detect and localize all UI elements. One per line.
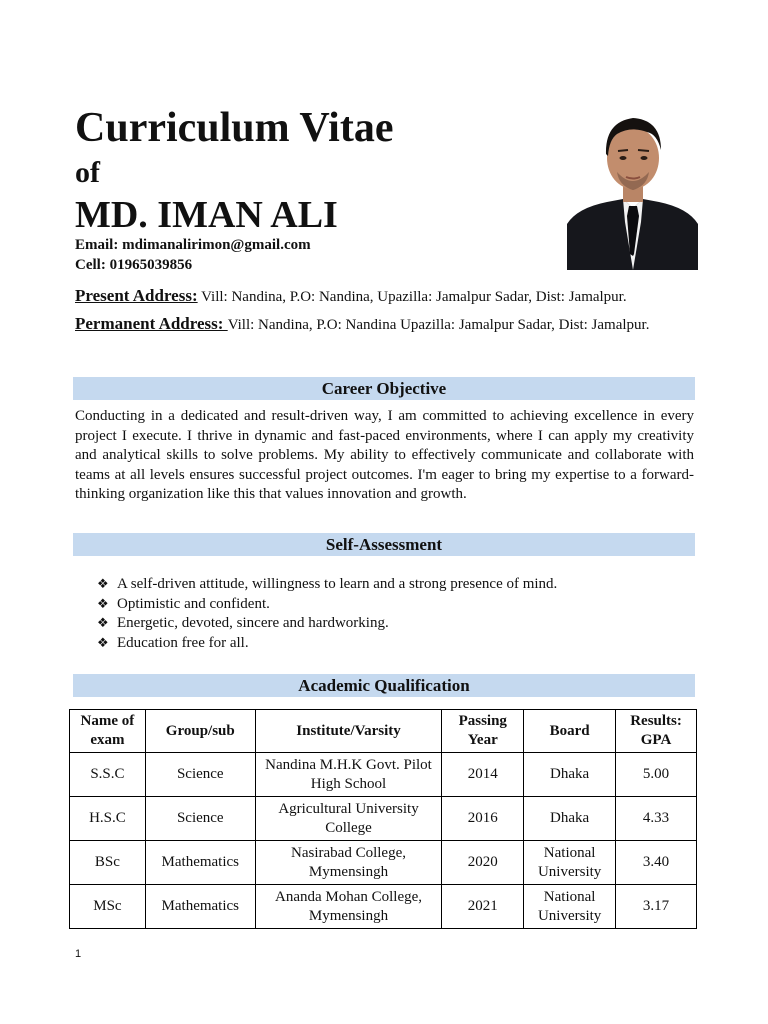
present-address-label: Present Address: [75, 286, 198, 305]
table-cell: Nandina M.H.K Govt. Pilot High School [255, 753, 442, 797]
column-header: Board [524, 710, 616, 753]
permanent-address [75, 314, 700, 335]
career-objective-heading: Career Objective [73, 377, 695, 400]
table-cell: Science [145, 753, 255, 797]
self-assessment-list [97, 575, 557, 654]
list-item: ❖ Education free for all. [97, 634, 557, 654]
diamond-bullet-icon: ❖ [97, 596, 109, 612]
title-of: of [75, 156, 100, 189]
table-header-row [70, 710, 697, 753]
column-header: Group/sub [145, 710, 255, 753]
diamond-bullet-icon: ❖ [97, 616, 109, 632]
column-header: Name of exam [70, 710, 146, 753]
column-header: Passing Year [442, 710, 524, 753]
table-cell: H.S.C [70, 797, 146, 841]
table-row [70, 885, 697, 929]
email-line: Email: mdimanalirimon@gmail.com [75, 237, 311, 253]
present-address-value: Vill: Nandina, P.O: Nandina, Upazilla: Jamalpur Sadar, Dist: Jamalpur. [197, 289, 627, 305]
table-cell: S.S.C [70, 753, 146, 797]
table-row [70, 797, 697, 841]
table-cell: Mathematics [145, 841, 255, 885]
self-assessment-heading: Self-Assessment [73, 533, 695, 556]
candidate-name: MD. IMAN ALI [75, 194, 338, 236]
table-cell: Dhaka [524, 797, 616, 841]
table-cell: MSc [70, 885, 146, 929]
column-header: Results: GPA [616, 710, 697, 753]
list-item: ❖ A self-driven attitude, willingness to learn and a strong presence of mind. [97, 575, 557, 595]
table-cell: National University [524, 885, 616, 929]
list-item: ❖ Optimistic and confident. [97, 595, 557, 615]
cell-line: Cell: 01965039856 [75, 257, 193, 273]
document-title: Curriculum Vitae [75, 105, 394, 151]
career-objective-text: Conducting in a dedicated and result-driven way, I am committed to achieving excellence in every project I execute. I thrive in dynamic and fast-paced environments, where I can apply my creativity and analytical skills to solve problems. My ability to effectively communicate and collaborate with teams at all levels ensures successful project outcomes. I'm eager to bring my expertise to a forward-thinking organization like this that values innovation and growth. [75, 408, 694, 503]
column-header: Institute/Varsity [255, 710, 442, 753]
list-item: ❖ Energetic, devoted, sincere and hardworking. [97, 614, 557, 634]
table-cell: 2014 [442, 753, 524, 797]
table-cell: Agricultural University College [255, 797, 442, 841]
profile-photo [567, 104, 698, 270]
table-cell: National University [524, 841, 616, 885]
table-cell: 3.17 [616, 885, 697, 929]
academic-table [69, 709, 697, 929]
academic-qualification-heading: Academic Qualification [73, 674, 695, 697]
table-cell: Dhaka [524, 753, 616, 797]
table-row [70, 753, 697, 797]
page-number: 1 [75, 948, 82, 960]
table-cell: Science [145, 797, 255, 841]
table-cell: 2021 [442, 885, 524, 929]
table-cell: 2016 [442, 797, 524, 841]
diamond-bullet-icon: ❖ [97, 636, 109, 652]
permanent-address-value: Vill: Nandina, P.O: Nandina Upazilla: Jamalpur Sadar, Dist: Jamalpur. [227, 317, 650, 333]
table-row [70, 841, 697, 885]
diamond-bullet-icon: ❖ [97, 577, 109, 592]
permanent-address-label: Permanent Address: [75, 314, 228, 333]
table-cell: BSc [70, 841, 146, 885]
table-cell: Mathematics [145, 885, 255, 929]
table-cell: 5.00 [616, 753, 697, 797]
table-cell: 2020 [442, 841, 524, 885]
table-cell: Ananda Mohan College, Mymensingh [255, 885, 442, 929]
table-cell: Nasirabad College, Mymensingh [255, 841, 442, 885]
present-address [75, 286, 700, 307]
table-cell: 3.40 [616, 841, 697, 885]
table-cell: 4.33 [616, 797, 697, 841]
